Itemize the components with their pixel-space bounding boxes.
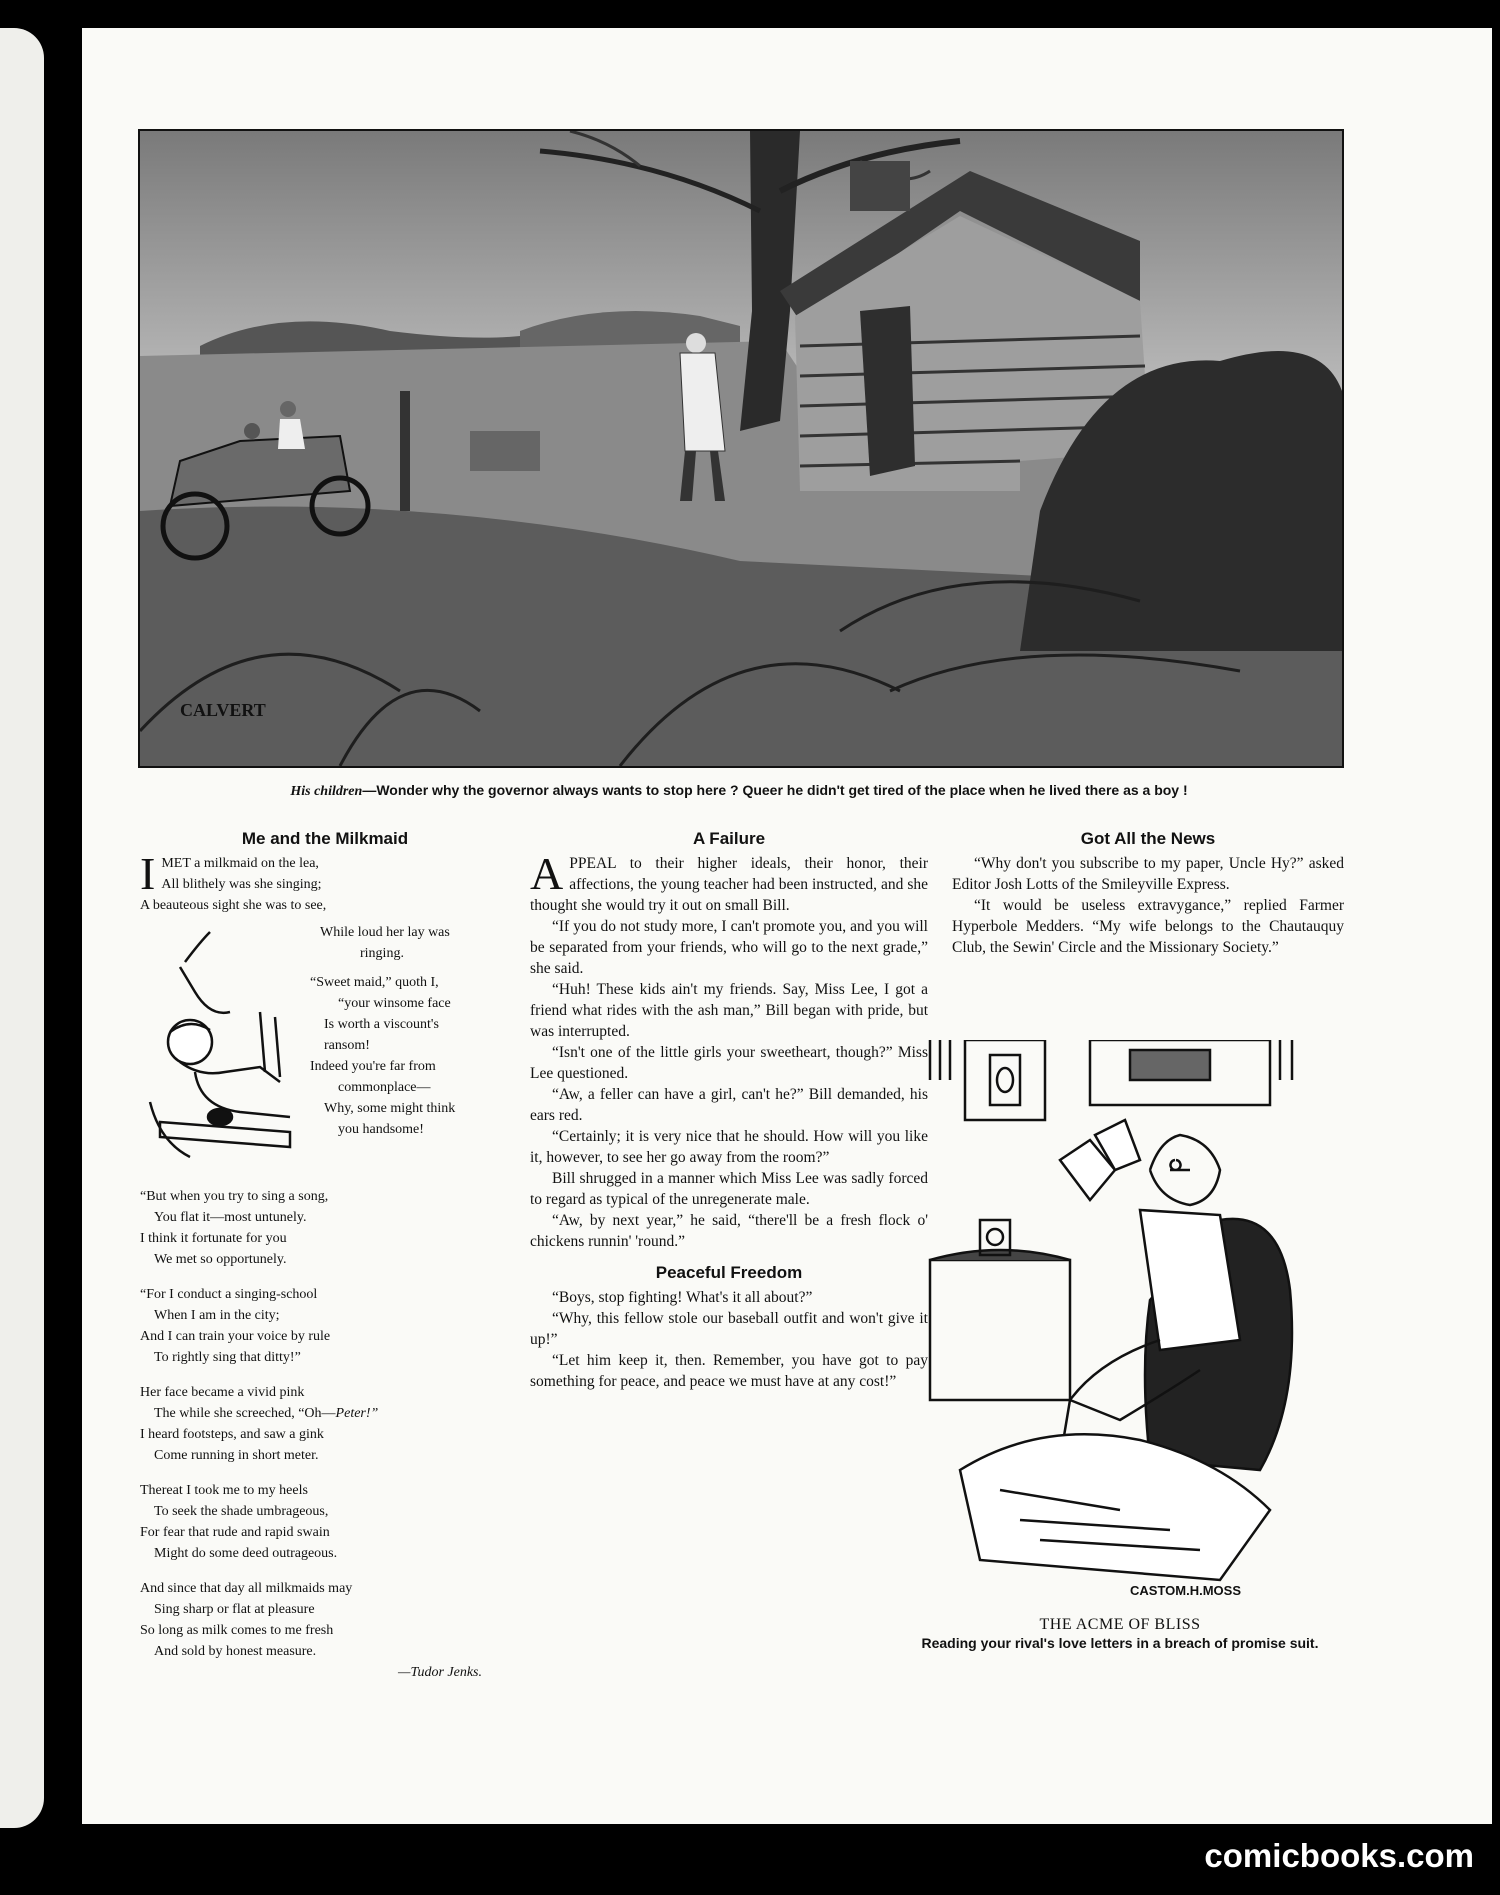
poem-line: To rightly sing that ditty!”	[154, 1350, 301, 1365]
poem-line: And sold by honest measure.	[154, 1644, 317, 1659]
poem-stanza	[140, 1186, 510, 1270]
illustration-signature: CALVERT	[180, 700, 266, 720]
freedom-paragraph: “Boys, stop fighting! What's it all about?”	[552, 1289, 813, 1306]
poem-line: When I am in the city;	[154, 1308, 280, 1323]
cartoon-signature: CASTOM.H.MOSS	[1130, 1583, 1241, 1598]
poem-line: Might do some deed outrageous.	[154, 1546, 338, 1561]
failure-column	[530, 828, 928, 1392]
poem-line: Why, some might think	[324, 1101, 456, 1116]
poem-line: MET a milkmaid on the lea,	[161, 856, 319, 871]
lines-beside-sketch	[300, 922, 510, 1140]
poem-line: “Sweet maid,” quoth I,	[310, 975, 439, 990]
man-reading-letters-cartoon	[920, 1040, 1310, 1600]
poem-line: you handsome!	[338, 1122, 424, 1137]
poem-line: For fear that rude and rapid swain	[140, 1525, 330, 1540]
cartoon-subtitle: Reading your rival's love letters in a breach of promise suit.	[921, 1635, 1319, 1651]
poem-line: Is worth a viscount's	[324, 1017, 439, 1032]
failure-title: A Failure	[692, 829, 766, 848]
failure-paragraph: Bill shrugged in a manner which Miss Lee was sadly forced to regard as typical of the unregenerate male.	[530, 1170, 928, 1208]
failure-paragraph: “Isn't one of the little girls your sweetheart, though?” Miss Lee questioned.	[530, 1044, 928, 1082]
milkmaid-title: Me and the Milkmaid	[241, 829, 409, 848]
poem-line: Thereat I took me to my heels	[140, 1483, 308, 1498]
freedom-paragraph: “Why, this fellow stole our baseball outfit and won't give it up!”	[530, 1310, 928, 1348]
poem-line: And I can train your voice by rule	[140, 1329, 331, 1344]
poem-stanza	[140, 1480, 510, 1564]
sketch-and-lines	[140, 922, 510, 1172]
farm-cabin-illustration	[138, 129, 1344, 768]
milkmaid-column	[140, 828, 510, 1683]
poem-line: I think it fortunate for you	[140, 1231, 287, 1246]
poem-line: Her face became a vivid pink	[140, 1385, 305, 1400]
poem-line: While loud her lay was	[320, 925, 450, 940]
failure-dropcap: A	[530, 848, 564, 899]
adjacent-page-edge	[0, 28, 44, 1828]
failure-paragraph: “Aw, a feller can have a girl, can't he?” Bill demanded, his ears red.	[530, 1086, 928, 1124]
milkmaid-poem	[140, 848, 510, 1683]
news-paragraph: “Why don't you subscribe to my paper, Uncle Hy?” asked Editor Josh Lotts of the Smileyville Express.	[952, 855, 1344, 893]
site-watermark: comicbooks.com	[1204, 1837, 1474, 1874]
poem-line: A beauteous sight she was to see,	[140, 898, 327, 913]
poem-line: “But when you try to sing a song,	[140, 1189, 329, 1204]
illustration-caption	[138, 782, 1340, 800]
poem-line: Sing sharp or flat at pleasure	[154, 1602, 315, 1617]
poem-line: Come running in short meter.	[154, 1448, 319, 1463]
failure-paragraph: APPEAL to their higher ideals, their honor, their affections, the young teacher had been instructed, and she thought she would try it out on small Bill.	[530, 848, 928, 914]
poem-stanza	[140, 1578, 510, 1662]
failure-paragraph: “Certainly; it is very nice that he should. How will you like it, however, to see her go away from the room?”	[530, 1128, 928, 1166]
failure-paragraph: “Aw, by next year,” he said, “there'll be a fresh flock o' chickens runnin' 'round.”	[530, 1212, 928, 1250]
freedom-paragraph: “Let him keep it, then. Remember, you have got to pay something for peace, and peace we must have at any cost!”	[530, 1352, 928, 1390]
news-column	[952, 828, 1344, 958]
poem-stanza	[140, 1284, 510, 1368]
poem-line: We met so opportunely.	[154, 1252, 287, 1267]
poem-line: So long as milk comes to me fresh	[140, 1623, 334, 1638]
cartoon-title: THE ACME OF BLISS	[1039, 1616, 1201, 1633]
failure-paragraph: “If you do not study more, I can't promote you, and you will be separated from your friends, who will go to the next grade,” she said.	[530, 918, 928, 977]
poem-stanza	[140, 1382, 510, 1466]
news-paragraph: “It would be useless extravygance,” replied Farmer Hyperbole Medders. “My wife belongs to the Chautauquy Club, the Sewin' Circle and the Missionary Society.”	[952, 897, 1344, 956]
poem-opening	[140, 848, 510, 916]
poem-line: Indeed you're far from	[310, 1059, 436, 1074]
poem-line: ransom!	[324, 1038, 370, 1053]
poem-author: —Tudor Jenks.	[398, 1665, 482, 1680]
news-title: Got All the News	[1080, 829, 1216, 848]
poem-line: ringing.	[360, 946, 404, 961]
freedom-title: Peaceful Freedom	[655, 1263, 803, 1282]
poem-dropcap: I	[140, 848, 156, 899]
poem-line: And since that day all milkmaids may	[140, 1581, 353, 1596]
caption-speaker: His children	[290, 784, 363, 799]
caption-text: —Wonder why the governor always wants to stop here ? Queer he didn't get tired of the place when he lived there as a boy !	[362, 782, 1188, 798]
cartoon-caption	[920, 1615, 1320, 1653]
poem-line: “For I conduct a singing-school	[140, 1287, 318, 1302]
failure-paragraph: “Huh! These kids ain't my friends. Say, Miss Lee, I got a friend what rides with the ash man,” Bill began with pride, but was interrupted.	[530, 981, 928, 1040]
poem-line: You flat it—most untunely.	[154, 1210, 307, 1225]
man-writing-sketch	[140, 922, 300, 1172]
poem-line: “your winsome face	[338, 996, 451, 1011]
poem-line: commonplace—	[338, 1080, 431, 1095]
poem-line: The while she screeched, “Oh—Peter!”	[154, 1406, 379, 1421]
poem-line: All blithely was she singing;	[161, 877, 322, 892]
poem-line: I heard footsteps, and saw a gink	[140, 1427, 324, 1442]
poem-line: To seek the shade umbrageous,	[154, 1504, 329, 1519]
